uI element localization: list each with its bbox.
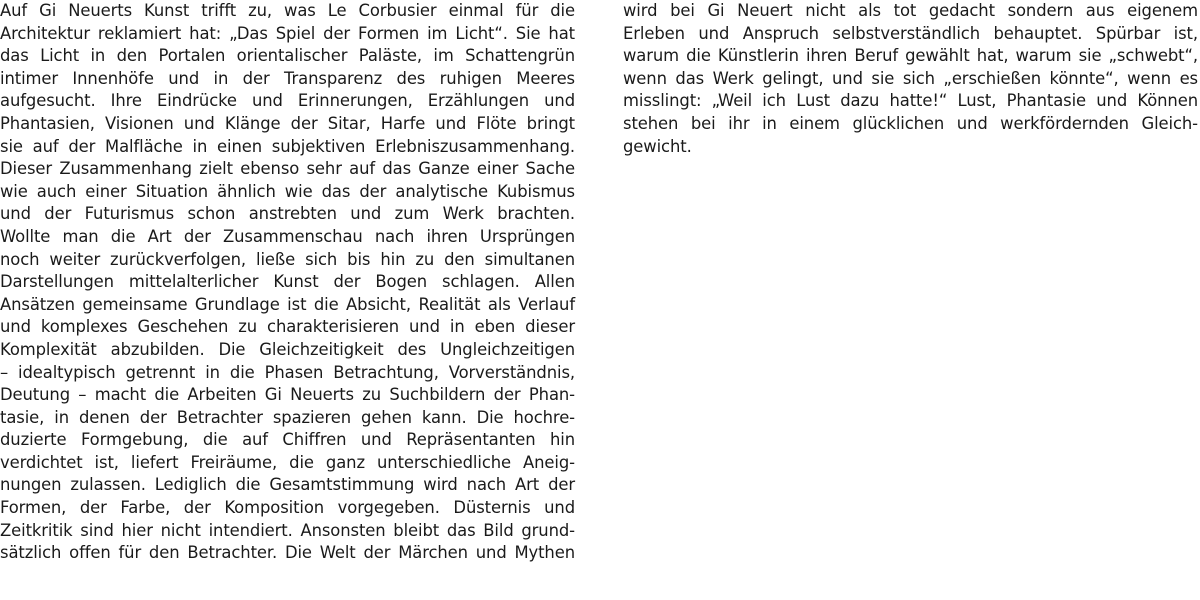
text-line: Wollte man die Art der Zusammenschau nach ihren Ursprüngen	[0, 226, 575, 246]
text-line: Architektur reklamiert hat: „Das Spiel der Formen im Licht“. Sie hat	[0, 23, 575, 43]
text-line: sätzlich offen für den Betrachter. Die Welt der Märchen und Mythen	[0, 543, 575, 563]
text-line: sie auf der Malfläche in einen subjektiven Erlebniszusammenhang.	[0, 136, 575, 156]
text-column-left	[0, 0, 575, 565]
text-line: aufgesucht. Ihre Eindrücke und Erinnerungen, Erzählungen und	[0, 91, 575, 111]
text-line: und der Futurismus schon anstrebten und zum Werk brachten.	[0, 204, 575, 224]
text-line: nungen zulassen. Lediglich die Gesamtstimmung wird nach Art der	[0, 475, 575, 495]
text-line: Ansätzen gemeinsame Grundlage ist die Absicht, Realität als Verlauf	[0, 294, 575, 314]
text-line: warum die Künstlerin ihren Beruf gewählt hat, warum sie „schwebt“,	[623, 46, 1198, 66]
text-line: noch weiter zurückverfolgen, ließe sich bis hin zu den simultanen	[0, 249, 575, 269]
text-line: intimer Innenhöfe und in der Transparenz des ruhigen Meeres	[0, 68, 575, 88]
text-line: Auf Gi Neuerts Kunst trifft zu, was Le Corbusier einmal für die	[0, 1, 575, 20]
text-line: wird bei Gi Neuert nicht als tot gedacht sondern aus eigenem	[623, 1, 1198, 20]
text-line: – idealtypisch getrennt in die Phasen Betrachtung, Vorverständnis,	[0, 362, 575, 382]
text-line: Phantasien, Visionen und Klänge der Sitar, Harfe und Flöte bringt	[0, 113, 575, 133]
text-line: tasie, in denen der Betrachter spazieren gehen kann. Die hochre-	[0, 407, 575, 427]
text-line: stehen bei ihr in einem glücklichen und werkfördernden Gleich-	[623, 113, 1198, 133]
text-line: Zeitkritik sind hier nicht intendiert. Ansonsten bleibt das Bild grund-	[0, 520, 575, 540]
text-line: Dieser Zusammenhang zielt ebenso sehr auf das Ganze einer Sache	[0, 159, 575, 179]
text-line: Erleben und Anspruch selbstverständlich behauptet. Spürbar ist,	[623, 23, 1198, 43]
text-line: das Licht in den Portalen orientalischer Paläste, im Schattengrün	[0, 46, 575, 66]
text-line: Deutung – macht die Arbeiten Gi Neuerts zu Suchbildern der Phan-	[0, 385, 575, 405]
text-line: Komplexität abzubilden. Die Gleichzeitigkeit des Ungleichzeitigen	[0, 339, 575, 359]
text-line: und komplexes Geschehen zu charakterisieren und in eben dieser	[0, 317, 575, 337]
text-column-right	[623, 0, 1198, 158]
text-line: Formen, der Farbe, der Komposition vorgegeben. Düsternis und	[0, 498, 575, 518]
text-line: wenn das Werk gelingt, und sie sich „erschießen könnte“, wenn es	[623, 68, 1198, 88]
text-line: gewicht.	[623, 136, 692, 156]
text-line: Darstellungen mittelalterlicher Kunst der Bogen schlagen. Allen	[0, 272, 575, 292]
text-line: wie auch einer Situation ähnlich wie das der analytische Kubismus	[0, 181, 575, 201]
text-line: duzierte Formgebung, die auf Chiffren und Repräsentanten hin	[0, 430, 575, 450]
text-line: misslingt: „Weil ich Lust dazu hatte!“ Lust, Phantasie und Können	[623, 91, 1198, 111]
text-line: verdichtet ist, liefert Freiräume, die ganz unterschiedliche Aneig-	[0, 452, 575, 472]
